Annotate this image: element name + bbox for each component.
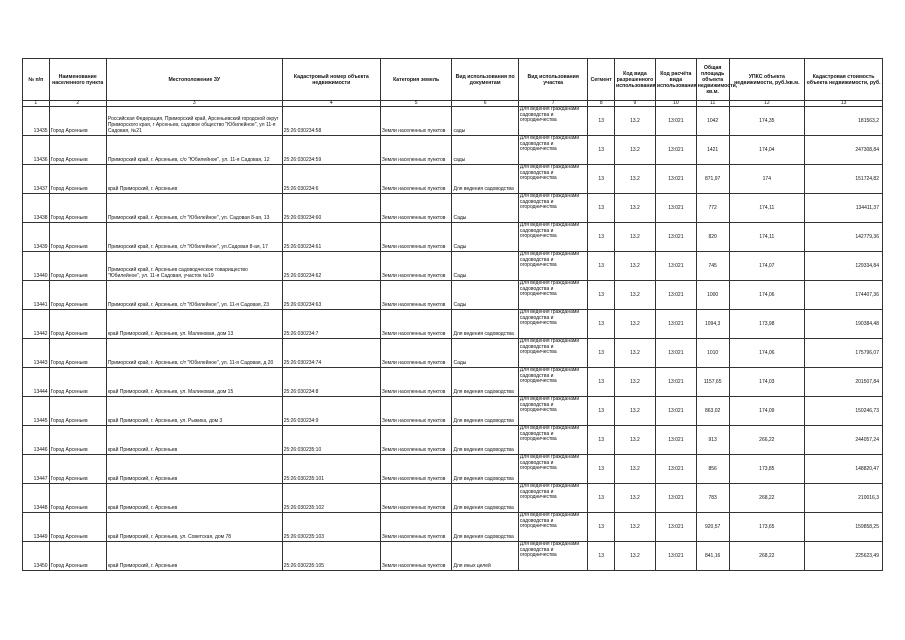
locality-cell: Город Арсеньев [49,397,106,426]
area-cell: 1042 [696,107,729,136]
calc-code-cell: 13:021 [655,194,696,223]
table-body [23,107,883,571]
locality-cell: Город Арсеньев [49,252,106,281]
column-number-cell: 6 [452,101,518,107]
land-category-cell: Земли населенных пунктов [380,455,452,484]
segment-cell: 13 [588,194,615,223]
area-cell: 820 [696,223,729,252]
area-cell: 920,57 [696,513,729,542]
cadastral-number-cell: 25:26:030235:103 [282,513,380,542]
permitted-use-code-cell: 13.2 [615,223,656,252]
column-number-cell: 4 [282,101,380,107]
segment-cell: 13 [588,165,615,194]
row-number-cell: 13444 [23,368,50,397]
location-cell: край Приморский, г. Арсеньев [106,484,282,513]
calc-code-cell: 13:021 [655,368,696,397]
land-category-cell: Земли населенных пунктов [380,426,452,455]
land-parcels-sheet [22,58,883,571]
column-number-cell: 2 [49,101,106,107]
column-number-cell: 11 [696,101,729,107]
table-row [23,542,883,571]
cadastral-value-cell: 129334,84 [805,252,883,281]
cadastral-number-cell: 25:26:030234:61 [282,223,380,252]
table-row [23,136,883,165]
column-number-cell: 8 [588,101,615,107]
header-cell-permitted-use-code: Код вида разрешенного использования [615,59,656,101]
permitted-use-code-cell: 13.2 [615,194,656,223]
segment-cell: 13 [588,455,615,484]
cadastral-value-cell: 150246,73 [805,397,883,426]
calc-code-cell: 13:021 [655,455,696,484]
table-row [23,165,883,194]
cadastral-value-cell: 142779,36 [805,223,883,252]
column-number-cell: 1 [23,101,50,107]
cadastral-number-cell: 25:26:030235:105 [282,542,380,571]
permitted-use-code-cell: 13.2 [615,426,656,455]
parcel-use-cell: Для ведения гражданами садоводства и огородничества [518,281,588,310]
locality-cell: Город Арсеньев [49,455,106,484]
documented-use-cell: Для ведения садоводства [452,513,518,542]
permitted-use-code-cell: 13.2 [615,455,656,484]
segment-cell: 13 [588,513,615,542]
row-number-cell: 13448 [23,484,50,513]
cadastral-value-cell: 174407,36 [805,281,883,310]
documented-use-cell: Для ведения садоводства [452,310,518,339]
calc-code-cell: 13:021 [655,107,696,136]
land-category-cell: Земли населенных пунктов [380,194,452,223]
parcel-use-cell: Для ведения гражданами садоводства и огородничества [518,339,588,368]
calc-code-cell: 13:021 [655,542,696,571]
locality-cell: Город Арсеньев [49,484,106,513]
cadastral-number-cell: 25:26:030234:6 [282,165,380,194]
table-row [23,281,883,310]
header-cell-calc-code: Код расчёта вида использования [655,59,696,101]
permitted-use-code-cell: 13.2 [615,542,656,571]
calc-code-cell: 13:021 [655,281,696,310]
calc-code-cell: 13:021 [655,339,696,368]
upks-cell: 174,07 [729,252,805,281]
upks-cell: 174,06 [729,281,805,310]
permitted-use-code-cell: 13.2 [615,107,656,136]
land-category-cell: Земли населенных пунктов [380,484,452,513]
row-number-cell: 13435 [23,107,50,136]
row-number-cell: 13440 [23,252,50,281]
locality-cell: Город Арсеньев [49,136,106,165]
calc-code-cell: 13:021 [655,397,696,426]
segment-cell: 13 [588,107,615,136]
upks-cell: 174,04 [729,136,805,165]
upks-cell: 174,11 [729,223,805,252]
row-number-cell: 13436 [23,136,50,165]
cadastral-number-cell: 25:26:030234:8 [282,368,380,397]
land-category-cell: Земли населенных пунктов [380,397,452,426]
upks-cell: 174,35 [729,107,805,136]
documented-use-cell: Для ведения садоводства [452,426,518,455]
cadastral-number-cell: 25:26:030235:102 [282,484,380,513]
locality-cell: Город Арсеньев [49,107,106,136]
documented-use-cell: Сады [452,339,518,368]
parcel-use-cell: Для ведения гражданами садоводства и огородничества [518,484,588,513]
row-number-cell: 13441 [23,281,50,310]
location-cell: Приморский край, г. Арсеньев, с/т "Юбилейное", ул. 11-я Садовая, 23 [106,281,282,310]
cadastral-number-cell: 25:26:030235:101 [282,455,380,484]
column-number-cell: 12 [729,101,805,107]
row-number-cell: 13450 [23,542,50,571]
land-category-cell: Земли населенных пунктов [380,542,452,571]
location-cell: край Приморский, г. Арсеньев [106,426,282,455]
area-cell: 856 [696,455,729,484]
cadastral-value-cell: 210016,3 [805,484,883,513]
documented-use-cell: Для ведения садоводства [452,368,518,397]
documented-use-cell: сады [452,107,518,136]
calc-code-cell: 13:021 [655,165,696,194]
table-row [23,484,883,513]
cadastral-value-cell: 175796,07 [805,339,883,368]
area-cell: 841,16 [696,542,729,571]
table-row [23,310,883,339]
locality-cell: Город Арсеньев [49,339,106,368]
segment-cell: 13 [588,252,615,281]
parcel-use-cell: Для ведения гражданами садоводства и огородничества [518,513,588,542]
location-cell: край Приморский, г. Арсеньев, ул. Малиновая, дом 15 [106,368,282,397]
permitted-use-code-cell: 13.2 [615,339,656,368]
documented-use-cell: Сады [452,223,518,252]
table-row [23,339,883,368]
cadastral-value-cell: 159858,25 [805,513,883,542]
land-category-cell: Земли населенных пунктов [380,136,452,165]
segment-cell: 13 [588,484,615,513]
area-cell: 1000 [696,281,729,310]
area-cell: 772 [696,194,729,223]
segment-cell: 13 [588,542,615,571]
parcel-use-cell: Для ведения гражданами садоводства и огородничества [518,368,588,397]
parcel-use-cell: Для ведения гражданами садоводства и огородничества [518,310,588,339]
table-row [23,223,883,252]
column-number-cell: 3 [106,101,282,107]
header-cell-cadastral-value: Кадастровая стоимость объекта недвижимости, руб. [805,59,883,101]
cadastral-value-cell: 190384,48 [805,310,883,339]
column-number-cell: 10 [655,101,696,107]
location-cell: край Приморский, г. Арсеньев, ул. Рыжика, дом 3 [106,397,282,426]
documented-use-cell: сады [452,136,518,165]
table-row [23,397,883,426]
header-cell-segment: Сегмент [588,59,615,101]
cadastral-value-cell: 201507,84 [805,368,883,397]
parcel-use-cell: Для ведения гражданами садоводства и огородничества [518,397,588,426]
area-cell: 783 [696,484,729,513]
row-number-cell: 13447 [23,455,50,484]
cadastral-value-cell: 225623,49 [805,542,883,571]
land-category-cell: Земли населенных пунктов [380,368,452,397]
row-number-cell: 13442 [23,310,50,339]
land-category-cell: Земли населенных пунктов [380,223,452,252]
header-row [23,59,883,101]
cadastral-value-cell: 151724,82 [805,165,883,194]
cadastral-value-cell: 247308,84 [805,136,883,165]
land-category-cell: Земли населенных пунктов [380,513,452,542]
cadastral-value-cell: 244057,24 [805,426,883,455]
segment-cell: 13 [588,223,615,252]
upks-cell: 173,85 [729,455,805,484]
header-cell-area: Общая площадь объекта недвижимости, кв.м. [696,59,729,101]
column-number-cell: 5 [380,101,452,107]
documented-use-cell: Для ведения садоводства [452,484,518,513]
segment-cell: 13 [588,397,615,426]
calc-code-cell: 13:021 [655,252,696,281]
column-number-cell: 7 [518,101,588,107]
segment-cell: 13 [588,368,615,397]
permitted-use-code-cell: 13.2 [615,252,656,281]
permitted-use-code-cell: 13.2 [615,397,656,426]
land-category-cell: Земли населенных пунктов [380,252,452,281]
area-cell: 1421 [696,136,729,165]
column-number-cell: 9 [615,101,656,107]
locality-cell: Город Арсеньев [49,542,106,571]
locality-cell: Город Арсеньев [49,368,106,397]
land-category-cell: Земли населенных пунктов [380,165,452,194]
header-cell-location: Местоположение ЗУ [106,59,282,101]
calc-code-cell: 13:021 [655,513,696,542]
calc-code-cell: 13:021 [655,223,696,252]
documented-use-cell: Для ведения садоводства [452,455,518,484]
upks-cell: 174,09 [729,397,805,426]
area-cell: 863,02 [696,397,729,426]
table-row [23,455,883,484]
segment-cell: 13 [588,136,615,165]
locality-cell: Город Арсеньев [49,223,106,252]
table-row [23,426,883,455]
table-row [23,194,883,223]
parcel-use-cell: Для ведения гражданами садоводства и огородничества [518,542,588,571]
land-category-cell: Земли населенных пунктов [380,339,452,368]
location-cell: край Приморский, г. Арсеньев, ул. Советская, дом 78 [106,513,282,542]
cadastral-number-cell: 25:26:030234:58 [282,107,380,136]
documented-use-cell: Сады [452,252,518,281]
area-cell: 871,97 [696,165,729,194]
cadastral-value-cell: 148820,47 [805,455,883,484]
area-cell: 913 [696,426,729,455]
location-cell: Российская Федерация, Приморский край, Арсеньевский городской округ Приморского края, г Арсеньев, садовое общество "Юбилейное", ул 11-я Садовая, №21 [106,107,282,136]
location-cell: Приморский край, г. Арсеньев садоводческое товарищество "Юбилейное", ул. 11-я Садовая, участок №19 [106,252,282,281]
segment-cell: 13 [588,339,615,368]
header-cell-land-category: Категория земель [380,59,452,101]
parcel-use-cell: Для ведения гражданами садоводства и огородничества [518,165,588,194]
permitted-use-code-cell: 13.2 [615,136,656,165]
documented-use-cell: Сады [452,281,518,310]
table-row [23,252,883,281]
upks-cell: 268,22 [729,542,805,571]
locality-cell: Город Арсеньев [49,165,106,194]
documented-use-cell: Для иных целей [452,542,518,571]
cadastral-value-cell: 181563,2 [805,107,883,136]
permitted-use-code-cell: 13.2 [615,310,656,339]
upks-cell: 266,22 [729,426,805,455]
documented-use-cell: Сады [452,194,518,223]
land-category-cell: Земли населенных пунктов [380,310,452,339]
permitted-use-code-cell: 13.2 [615,281,656,310]
parcel-use-cell: Для ведения гражданами садоводства и огородничества [518,252,588,281]
calc-code-cell: 13:021 [655,484,696,513]
header-cell-locality: Наименование населенного пункта [49,59,106,101]
cadastral-number-cell: 25:26:030234:74 [282,339,380,368]
documented-use-cell: Для ведения садоводства [452,165,518,194]
location-cell: край Приморский, г. Арсеньев [106,542,282,571]
segment-cell: 13 [588,281,615,310]
locality-cell: Город Арсеньев [49,310,106,339]
header-cell-documented-use: Вид использования по документам [452,59,518,101]
row-number-cell: 13446 [23,426,50,455]
location-cell: край Приморский, г. Арсеньев [106,455,282,484]
calc-code-cell: 13:021 [655,426,696,455]
area-cell: 745 [696,252,729,281]
area-cell: 1094,3 [696,310,729,339]
calc-code-cell: 13:021 [655,310,696,339]
cadastral-number-cell: 25:26:030234:60 [282,194,380,223]
segment-cell: 13 [588,426,615,455]
parcel-use-cell: Для ведения гражданами садоводства и огородничества [518,426,588,455]
parcel-use-cell: Для ведения гражданами садоводства и огородничества [518,455,588,484]
cadastral-value-cell: 134411,37 [805,194,883,223]
row-number-cell: 13437 [23,165,50,194]
locality-cell: Город Арсеньев [49,194,106,223]
column-number-cell: 13 [805,101,883,107]
upks-cell: 174,03 [729,368,805,397]
permitted-use-code-cell: 13.2 [615,484,656,513]
row-number-cell: 13439 [23,223,50,252]
parcel-use-cell: Для ведения гражданами садоводства и огородничества [518,107,588,136]
cadastral-number-cell: 25:26:030234:7 [282,310,380,339]
header-cell-parcel-use: Вид использования участка [518,59,588,101]
location-cell: край Приморский, г. Арсеньев [106,165,282,194]
documented-use-cell: Для ведения садоводства [452,397,518,426]
header-cell-cadastral-number: Кадастровый номер объекта недвижимости [282,59,380,101]
parcel-use-cell: Для ведения гражданами садоводства и огородничества [518,136,588,165]
table-row [23,107,883,136]
location-cell: край Приморский, г. Арсеньев, ул. Малиновая, дом 13 [106,310,282,339]
locality-cell: Город Арсеньев [49,281,106,310]
permitted-use-code-cell: 13.2 [615,513,656,542]
locality-cell: Город Арсеньев [49,426,106,455]
parcel-use-cell: Для ведения гражданами садоводства и огородничества [518,223,588,252]
location-cell: Приморский край, г. Арсеньев, с/т "Юбилейное", ул. Садовая 8-ая, 13 [106,194,282,223]
permitted-use-code-cell: 13.2 [615,165,656,194]
row-number-cell: 13449 [23,513,50,542]
cadastral-number-cell: 25:26:030235:10 [282,426,380,455]
cadastral-number-cell: 25:26:030234:62 [282,252,380,281]
location-cell: Приморский край, г. Арсеньев, с/т "Юбилейное", ул.Садовая 8-ая, 17 [106,223,282,252]
land-parcels-table [22,58,883,571]
upks-cell: 173,65 [729,513,805,542]
upks-cell: 174 [729,165,805,194]
area-cell: 1010 [696,339,729,368]
parcel-use-cell: Для ведения гражданами садоводства и огородничества [518,194,588,223]
land-category-cell: Земли населенных пунктов [380,107,452,136]
cadastral-number-cell: 25:26:030234:9 [282,397,380,426]
locality-cell: Город Арсеньев [49,513,106,542]
header-cell-upks: УПКС объекта недвижимости, руб./кв.м. [729,59,805,101]
segment-cell: 13 [588,310,615,339]
row-number-cell: 13445 [23,397,50,426]
permitted-use-code-cell: 13.2 [615,368,656,397]
table-row [23,368,883,397]
cadastral-number-cell: 25:26:030234:63 [282,281,380,310]
row-number-cell: 13443 [23,339,50,368]
cadastral-number-cell: 25:26:030234:59 [282,136,380,165]
location-cell: Приморский край, г. Арсеньев, с/т "Юбилейное", ул. 11-я Садовая, д 20 [106,339,282,368]
row-number-cell: 13438 [23,194,50,223]
upks-cell: 268,22 [729,484,805,513]
upks-cell: 173,98 [729,310,805,339]
location-cell: Приморский край, г. Арсеньев, с/о "Юбилейное", ул. 11-я Садовая, 12 [106,136,282,165]
table-row [23,513,883,542]
land-category-cell: Земли населенных пунктов [380,281,452,310]
upks-cell: 174,06 [729,339,805,368]
area-cell: 1157,65 [696,368,729,397]
upks-cell: 174,11 [729,194,805,223]
calc-code-cell: 13:021 [655,136,696,165]
header-cell-number: № п/п [23,59,50,101]
